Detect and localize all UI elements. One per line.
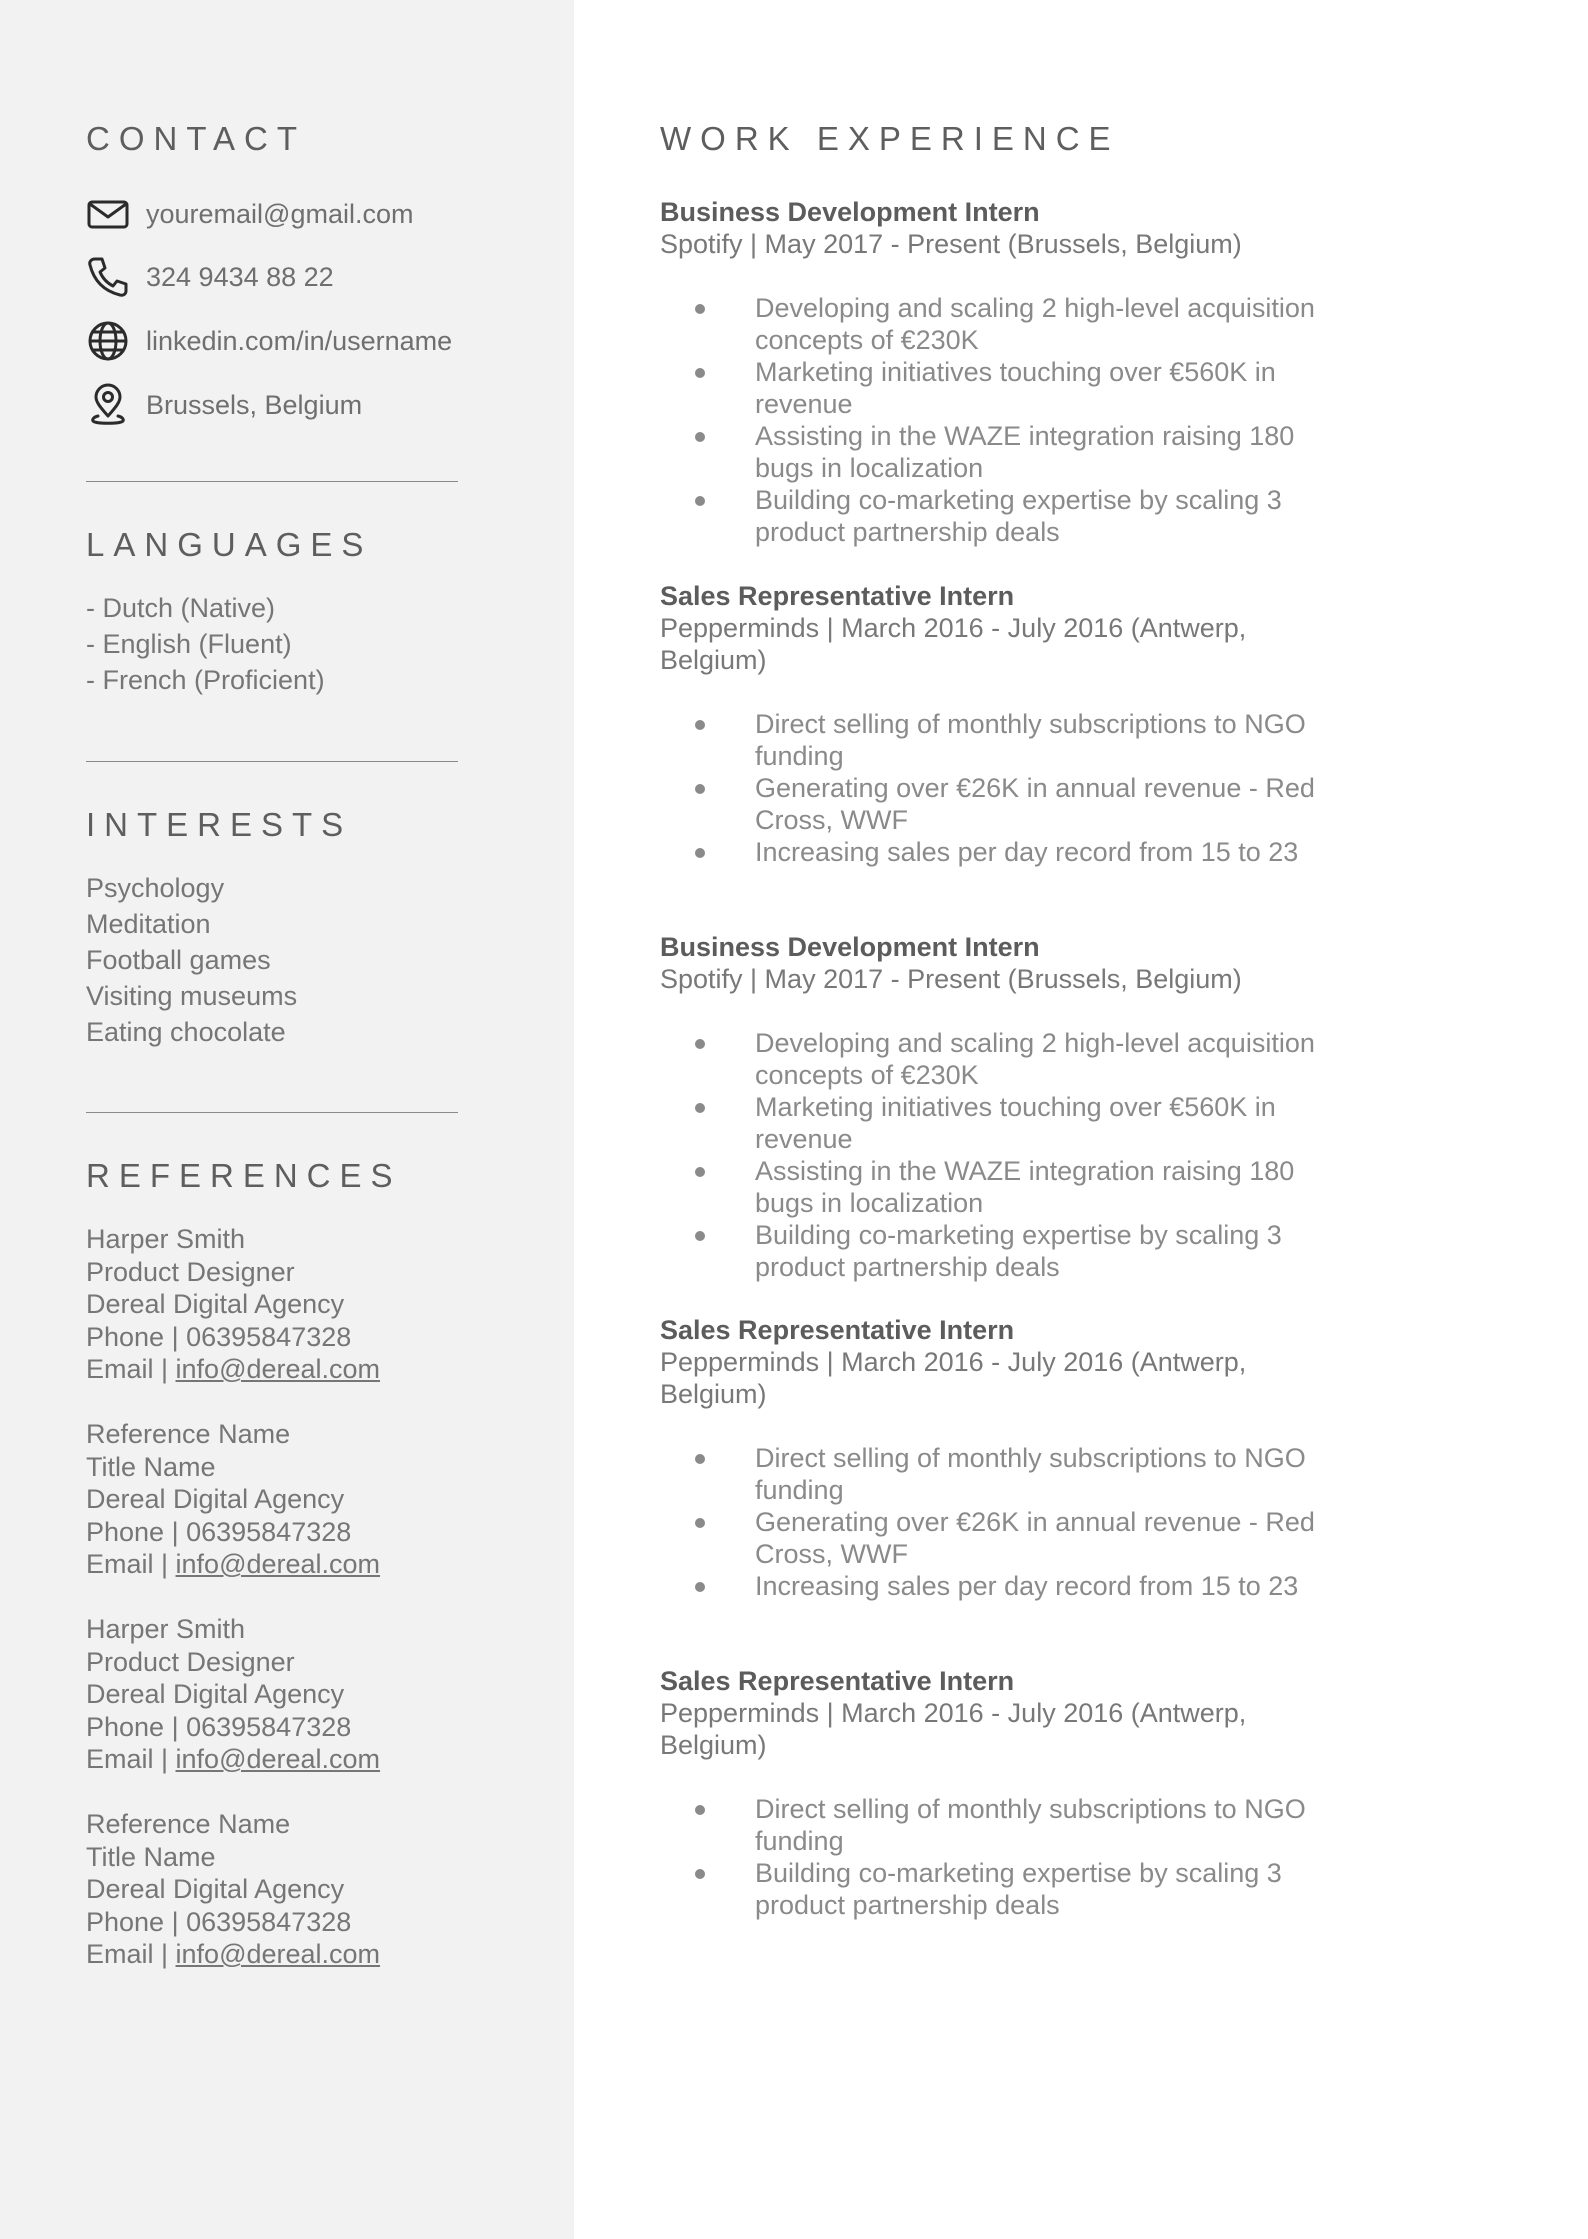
job-entry [660,931,1320,1283]
reference-phone: Phone | 06395847328 [86,1711,352,1742]
location-pin-icon [86,383,130,427]
reference-name: Reference Name [86,1809,291,1839]
list-item: - Dutch (Native) [86,593,276,623]
linkedin-text[interactable]: linkedin.com/in/username [146,325,453,356]
job-meta: Pepperminds | March 2016 - July 2016 (Antwerp, Belgium) [660,1698,1247,1760]
location-text: Brussels, Belgium [146,389,363,420]
job-entry [660,1665,1320,1921]
list-item: Psychology [86,873,225,903]
reference-company: Dereal Digital Agency [86,1484,345,1514]
reference-email-row [86,1938,380,1971]
reference-name: Harper Smith [86,1224,246,1254]
divider [86,761,458,762]
mail-icon [86,192,130,236]
reference-phone: Phone | 06395847328 [86,1906,352,1937]
job-bullets [660,708,1320,868]
reference-email-link[interactable]: info@dereal.com [175,1744,381,1774]
languages-heading: LANGUAGES [86,526,373,563]
job-meta: Pepperminds | March 2016 - July 2016 (Antwerp, Belgium) [660,1347,1247,1409]
contact-phone [86,254,334,300]
list-item: Eating chocolate [86,1017,286,1047]
list-item: Marketing initiatives touching over €560K in revenue [660,356,1320,420]
list-item: - English (Fluent) [86,629,292,659]
interests-heading: INTERESTS [86,806,353,843]
list-item: Building co-marketing expertise by scaling 3 product partnership deals [660,484,1320,548]
list-item: Visiting museums [86,981,298,1011]
list-item: Increasing sales per day record from 15 to 23 [660,1570,1320,1602]
job-title: Sales Representative Intern [660,1666,1015,1696]
reference-title: Title Name [86,1841,216,1872]
list-item: Generating over €26K in annual revenue - Red Cross, WWF [660,1506,1320,1570]
reference-name: Reference Name [86,1419,291,1449]
work-experience-heading: WORK EXPERIENCE [660,120,1120,157]
reference-title: Product Designer [86,1256,295,1287]
list-item: Marketing initiatives touching over €560K in revenue [660,1091,1320,1155]
list-item: - French (Proficient) [86,665,325,695]
contact-location [86,382,362,428]
reference-email-link[interactable]: info@dereal.com [175,1549,381,1579]
job-title: Sales Representative Intern [660,1315,1015,1345]
contact-linkedin [86,318,452,364]
list-item: Direct selling of monthly subscriptions to NGO funding [660,1793,1320,1857]
job-meta: Pepperminds | March 2016 - July 2016 (Antwerp, Belgium) [660,613,1247,675]
job-entry [660,196,1320,548]
job-bullets [660,292,1320,548]
list-item: Developing and scaling 2 high-level acquisition concepts of €230K [660,1027,1320,1091]
job-title: Sales Representative Intern [660,581,1015,611]
references-heading: REFERENCES [86,1157,402,1194]
languages-list [86,590,325,698]
email-label: Email | [86,1744,176,1774]
reference-title: Title Name [86,1451,216,1482]
list-item: Football games [86,945,271,975]
reference-phone: Phone | 06395847328 [86,1516,352,1547]
reference-title: Product Designer [86,1646,295,1677]
divider [86,481,458,482]
email-label: Email | [86,1354,176,1384]
reference-phone: Phone | 06395847328 [86,1321,352,1352]
job-title: Business Development Intern [660,197,1040,227]
contact-heading: CONTACT [86,120,307,157]
reference-entry [86,1418,380,1581]
job-meta: Spotify | May 2017 - Present (Brussels, Belgium) [660,964,1242,994]
globe-icon [86,319,130,363]
list-item: Generating over €26K in annual revenue - Red Cross, WWF [660,772,1320,836]
list-item: Direct selling of monthly subscriptions to NGO funding [660,1442,1320,1506]
list-item: Increasing sales per day record from 15 to 23 [660,836,1320,868]
list-item: Assisting in the WAZE integration raising 180 bugs in localization [660,1155,1320,1219]
email-text[interactable]: youremail@gmail.com [146,198,414,229]
job-bullets [660,1442,1320,1602]
job-bullets [660,1793,1320,1921]
reference-company: Dereal Digital Agency [86,1874,345,1904]
list-item: Direct selling of monthly subscriptions to NGO funding [660,708,1320,772]
email-label: Email | [86,1549,176,1579]
reference-entry [86,1808,380,1971]
interests-list [86,870,297,1050]
phone-text[interactable]: 324 9434 88 22 [146,261,334,292]
job-bullets [660,1027,1320,1283]
reference-company: Dereal Digital Agency [86,1679,345,1709]
job-title: Business Development Intern [660,932,1040,962]
job-entry [660,1314,1320,1602]
reference-email-link[interactable]: info@dereal.com [175,1939,381,1969]
reference-name: Harper Smith [86,1614,246,1644]
phone-icon [86,255,130,299]
reference-email-link[interactable]: info@dereal.com [175,1354,381,1384]
job-meta: Spotify | May 2017 - Present (Brussels, Belgium) [660,229,1242,259]
contact-email [86,191,413,237]
reference-entry [86,1223,380,1386]
reference-entry [86,1613,380,1776]
reference-email-row [86,1353,380,1386]
divider [86,1112,458,1113]
email-label: Email | [86,1939,176,1969]
list-item: Assisting in the WAZE integration raising 180 bugs in localization [660,420,1320,484]
reference-email-row [86,1743,380,1776]
job-entry [660,580,1320,868]
list-item: Building co-marketing expertise by scaling 3 product partnership deals [660,1857,1320,1921]
reference-company: Dereal Digital Agency [86,1289,345,1319]
list-item: Developing and scaling 2 high-level acquisition concepts of €230K [660,292,1320,356]
list-item: Building co-marketing expertise by scaling 3 product partnership deals [660,1219,1320,1283]
list-item: Meditation [86,909,211,939]
reference-email-row [86,1548,380,1581]
